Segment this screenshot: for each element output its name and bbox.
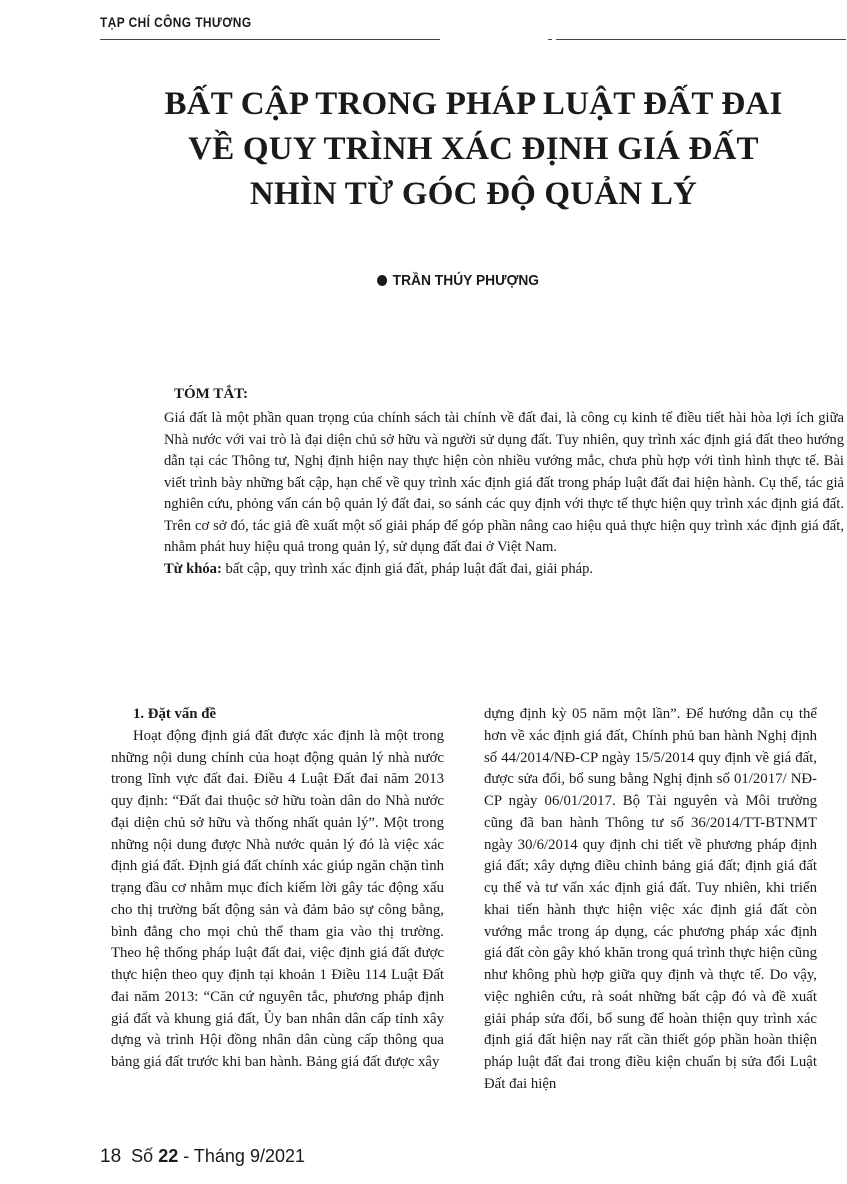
abstract-block <box>164 408 844 580</box>
abstract-heading: TÓM TẮT: <box>174 386 249 402</box>
issue-number: 22 <box>158 1146 179 1166</box>
page-footer <box>100 1146 305 1168</box>
article-title <box>100 82 847 217</box>
body-column-left <box>111 704 444 1074</box>
keywords-text: bất cập, quy trình xác định giá đất, pháp luật đất đai, giải pháp. <box>221 560 594 577</box>
body-column-right <box>484 704 817 1096</box>
body-paragraph-right: dựng định kỳ 05 năm một lần”. Để hướng dẫn cụ thể hơn về xác định giá đất, Chính phủ ban hành Nghị định số 44/2014/NĐ-CP ngày 15/5/2014 quy định về giá đất, được sửa đổi, bổ sung bằng Nghị định số 01/2017/ NĐ-CP ngày 06/01/2017. Bộ Tài nguyên và Môi trường cũng đã ban hành Thông tư số 36/2014/TT-BTNMT ngày 30/6/2014 quy định chi tiết về phương pháp định giá đất; xây dựng điều chỉnh bảng giá đất; định giá đất cụ thể và tư vấn xác định giá đất. Tuy nhiên, khi triển khai tiến hành thực hiện việc xác định giá đất còn vướng mắc trong áp dụng, các phương pháp xác định giá đất còn gây khó khăn trong quá trình thực hiện cũng như không phù hợp giữa quy định và thực tế. Do vậy, việc nghiên cứu, rà soát những bất cập đó và đề xuất giải pháp sửa đổi, bổ sung để hoàn thiện quy trình xác định giá đất hiện nay rất cần thiết góp phần hoàn thiện pháp luật đất đai trong điều kiện chuẩn bị sửa đổi Luật Đất đai hiện <box>484 706 817 1092</box>
bullet-icon <box>377 275 387 286</box>
issue-label: Số <box>131 1146 154 1166</box>
author-name: TRẦN THÚY PHƯỢNG <box>392 272 540 289</box>
author-byline <box>377 272 539 289</box>
keywords-label: Từ khóa: <box>164 560 222 577</box>
title-line-1: BẤT CẬP TRONG PHÁP LUẬT ĐẤT ĐAI <box>164 86 783 122</box>
title-line-3: NHÌN TỪ GÓC ĐỘ QUẢN LÝ <box>249 176 698 212</box>
title-line-2: VỀ QUY TRÌNH XÁC ĐỊNH GIÁ ĐẤT <box>188 131 759 167</box>
section-heading: 1. Đặt vấn đề <box>133 706 217 722</box>
journal-name: TẠP CHÍ CÔNG THƯƠNG <box>100 14 252 30</box>
header-rule-right <box>556 39 846 40</box>
issue-info <box>131 1146 305 1167</box>
body-paragraph-left: Hoạt động định giá đất được xác định là một trong những nội dung chính của hoạt động quản lý nhà nước trong lĩnh vực đất đai. Điều 4 Luật Đất đai năm 2013 quy định: “Đất đai thuộc sở hữu toàn dân do Nhà nước đại diện chủ sở hữu và thống nhất quản lý”. Một trong những nội dung được Nhà nước quản lý đó là việc xác định giá đất. Định giá đất chính xác giúp ngăn chặn tình trạng đầu cơ nhằm mục đích kiếm lời gây tác động xấu cho thị trường bất động sản và đảm bảo sự công bằng, bình đẳng cho mọi chủ thể tham gia vào thị trường. Theo hệ thống pháp luật đất đai, việc định giá đất được thực hiện theo quy định tại khoản 1 Điều 114 Luật Đất đai năm 2013: “Căn cứ nguyên tắc, phương pháp định giá đất và khung giá đất, Ủy ban nhân dân cấp tỉnh xây dựng và trình Hội đồng nhân dân cùng cấp thông qua bảng giá đất trước khi ban hành. Bảng giá đất được xây <box>111 727 444 1070</box>
header-rule-left <box>100 39 440 40</box>
issue-date: - Tháng 9/2021 <box>183 1146 305 1166</box>
keywords-line <box>164 559 844 581</box>
abstract-body: Giá đất là một phần quan trọng của chính sách tài chính về đất đai, là công cụ kinh tế điều tiết hài hòa lợi ích giữa Nhà nước với vai trò là đại diện chủ sở hữu và người sử dụng đất. Tuy nhiên, quy trình xác định giá đất theo hướng dẫn tại các Thông tư, Nghị định hiện nay thực hiện còn nhiều vướng mắc, chưa phù hợp với tình hình thực tế. Bài viết trình bày những bất cập, hạn chế về quy trình xác định giá đất trong pháp luật đất đai hiện hành. Cụ thể, tác giả nghiên cứu, phỏng vấn cán bộ quản lý đất đai, so sánh các quy định với thực tế thực hiện quy trình xác định giá đất. Trên cơ sở đó, tác giả đề xuất một số giải pháp để góp phần nâng cao hiệu quả thực hiện quy trình xác định giá đất, nhằm phát huy hiệu quả trong quản lý, sử dụng đất đai ở Việt Nam. <box>164 410 844 555</box>
page-number: 18 <box>100 1146 122 1167</box>
header-rule-dot <box>548 39 552 40</box>
